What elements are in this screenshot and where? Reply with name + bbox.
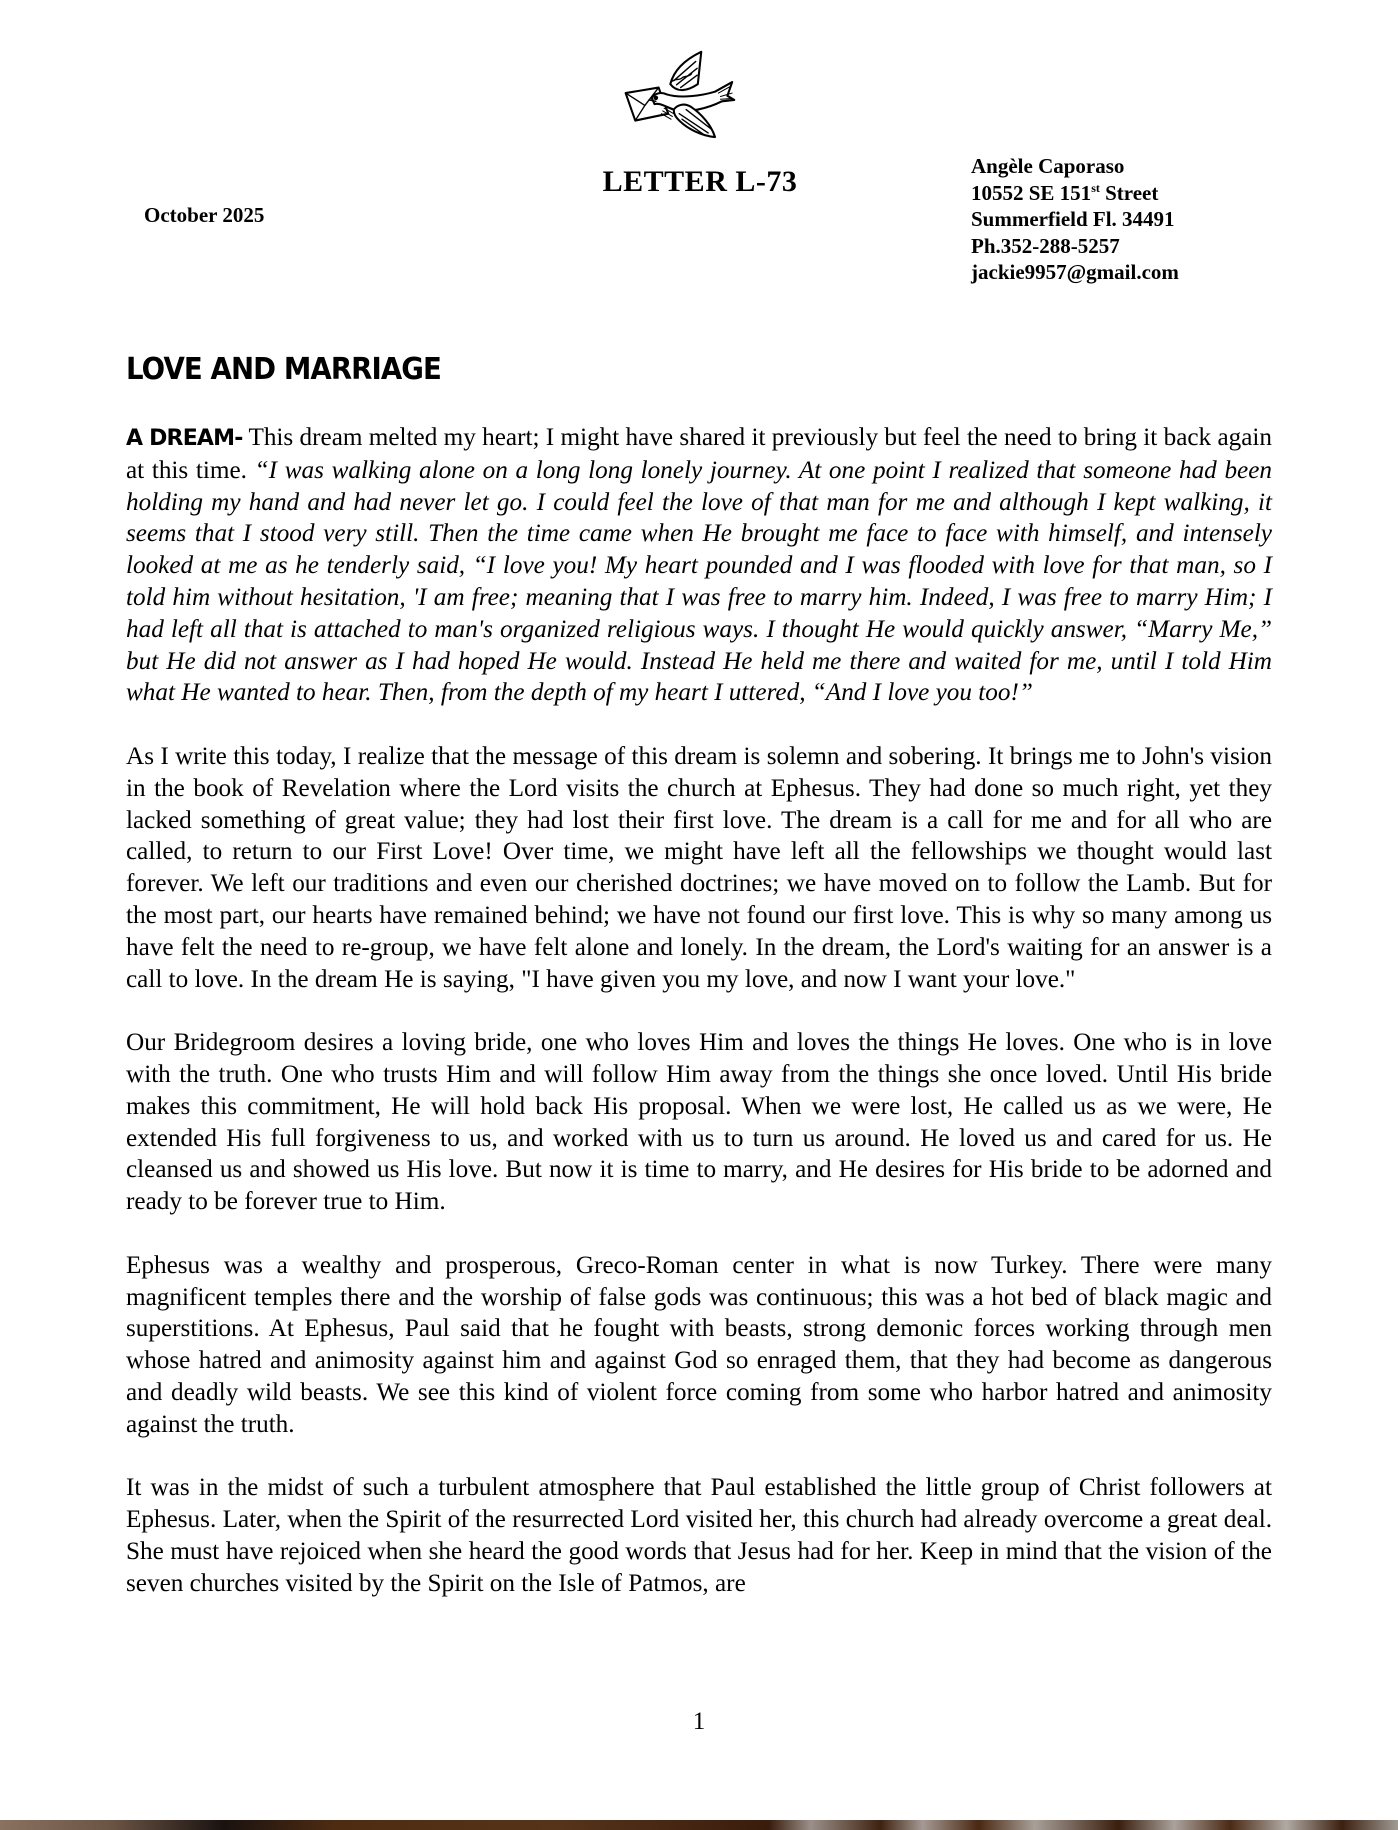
paragraph: It was in the midst of such a turbulent atmosphere that Paul established the little group of Christ followers at Ephesus. Later, when the Spirit of the resurrected Lord visited her, this church had already overcome a great deal. She must have rejoiced when she heard the good words that Jesus had for her. Keep in mind that the vision of the seven churches visited by the Spirit on the Isle of Patmos, are — [126, 1474, 1272, 1597]
sender-address-block — [971, 153, 1179, 286]
letter-title: LETTER L-73 — [602, 165, 798, 198]
paragraph-text: This dream melted my heart; I might have shared it previously but feel the need to bring it back again at this time. — [126, 424, 1272, 484]
article-heading: LOVE AND MARRIAGE — [126, 352, 441, 387]
letter-date: October 2025 — [144, 203, 265, 227]
paragraph: As I write this today, I realize that the message of this dream is solemn and sobering. It brings me to John's vision in the book of Revelation where the Lord visits the church at Ephesus. They had done so much right, yet they lacked something of great value; they had lost their first love. The dream is a call for me and for all who are called, to return to our First Love! Over time, we might have left all the fellowships we thought would last forever. We left our traditions and even our cherished doctrines; we have moved on to follow the Lamb. But for the most part, our hearts have remained behind; we have not found our first love. This is why so many among us have felt the need to re-group, we have felt alone and lonely. In the dream, the Lord's waiting for an answer is a call to love. In the dream He is saying, "I have given you my love, and now I want your love." — [126, 742, 1272, 993]
sender-street — [971, 180, 1179, 207]
sender-name: Angèle Caporaso — [971, 154, 1125, 178]
dream-quote: “I was walking alone on a long long lonely journey. At one point I realized that someone had been holding my hand and had never let go. I could feel the love of that man for me and although I kept walking, it seems that I stood very still. Then the time came when He brought me face to face with himself, and intensely looked at me as he tenderly said, “I love you! My heart pounded and I was flooded with love for that man, so I told him without hesitation, 'I am free; meaning that I was free to marry him. Indeed, I was free to marry Him; I had left all that is attached to man's organized religious ways. I thought He would quickly answer, “Marry Me,” but He did not answer as I had hoped He would. Instead He held me there and waited for me, until I told Him what He wanted to hear. Then, from the depth of my heart I uttered, “And I love you too!” — [126, 456, 1272, 707]
page-number: 1 — [692, 1708, 706, 1735]
paragraph: Ephesus was a wealthy and prosperous, Greco-Roman center in what is now Turkey. There were many magnificent temples there and the worship of false gods was continuous; this was a hot bed of black magic and superstitions. At Ephesus, Paul said that he fought with beasts, strong demonic forces working through men whose hatred and animosity against him and against God so enraged them, that they had become as dangerous and deadly wild beasts. We see this kind of violent force coming from some who harbor hatred and animosity against the truth. — [126, 1251, 1272, 1438]
sender-city: Summerfield Fl. 34491 — [971, 207, 1175, 231]
paragraph-dream — [126, 422, 1272, 709]
street-ordinal-suffix: st — [1091, 180, 1100, 195]
next-page-preview-strip — [0, 1820, 1398, 1830]
street-name: Street — [1099, 180, 1159, 205]
dove-carrying-letter-icon — [605, 22, 770, 160]
paragraph: Our Bridegroom desires a loving bride, one who loves Him and loves the things He loves. One who is in love with the truth. One who trusts Him and will follow Him away from the things she once loved. Until His bride makes this commitment, He will hold back His proposal. When we were lost, He called us as we were, He extended His full forgiveness to us, and worked with us to turn us around. He loved us and cared for us. He cleansed us and showed us His love. But now it is time to marry, and He desires for His bride to be adorned and ready to be forever true to Him. — [126, 1029, 1272, 1216]
paragraph-lead-label: A DREAM- — [126, 426, 243, 451]
sender-phone: Ph.352-288-5257 — [971, 233, 1120, 258]
street-number: 10552 SE 151 — [971, 180, 1092, 205]
sender-email: jackie9957@gmail.com — [971, 260, 1179, 284]
article-body — [126, 422, 1272, 1631]
